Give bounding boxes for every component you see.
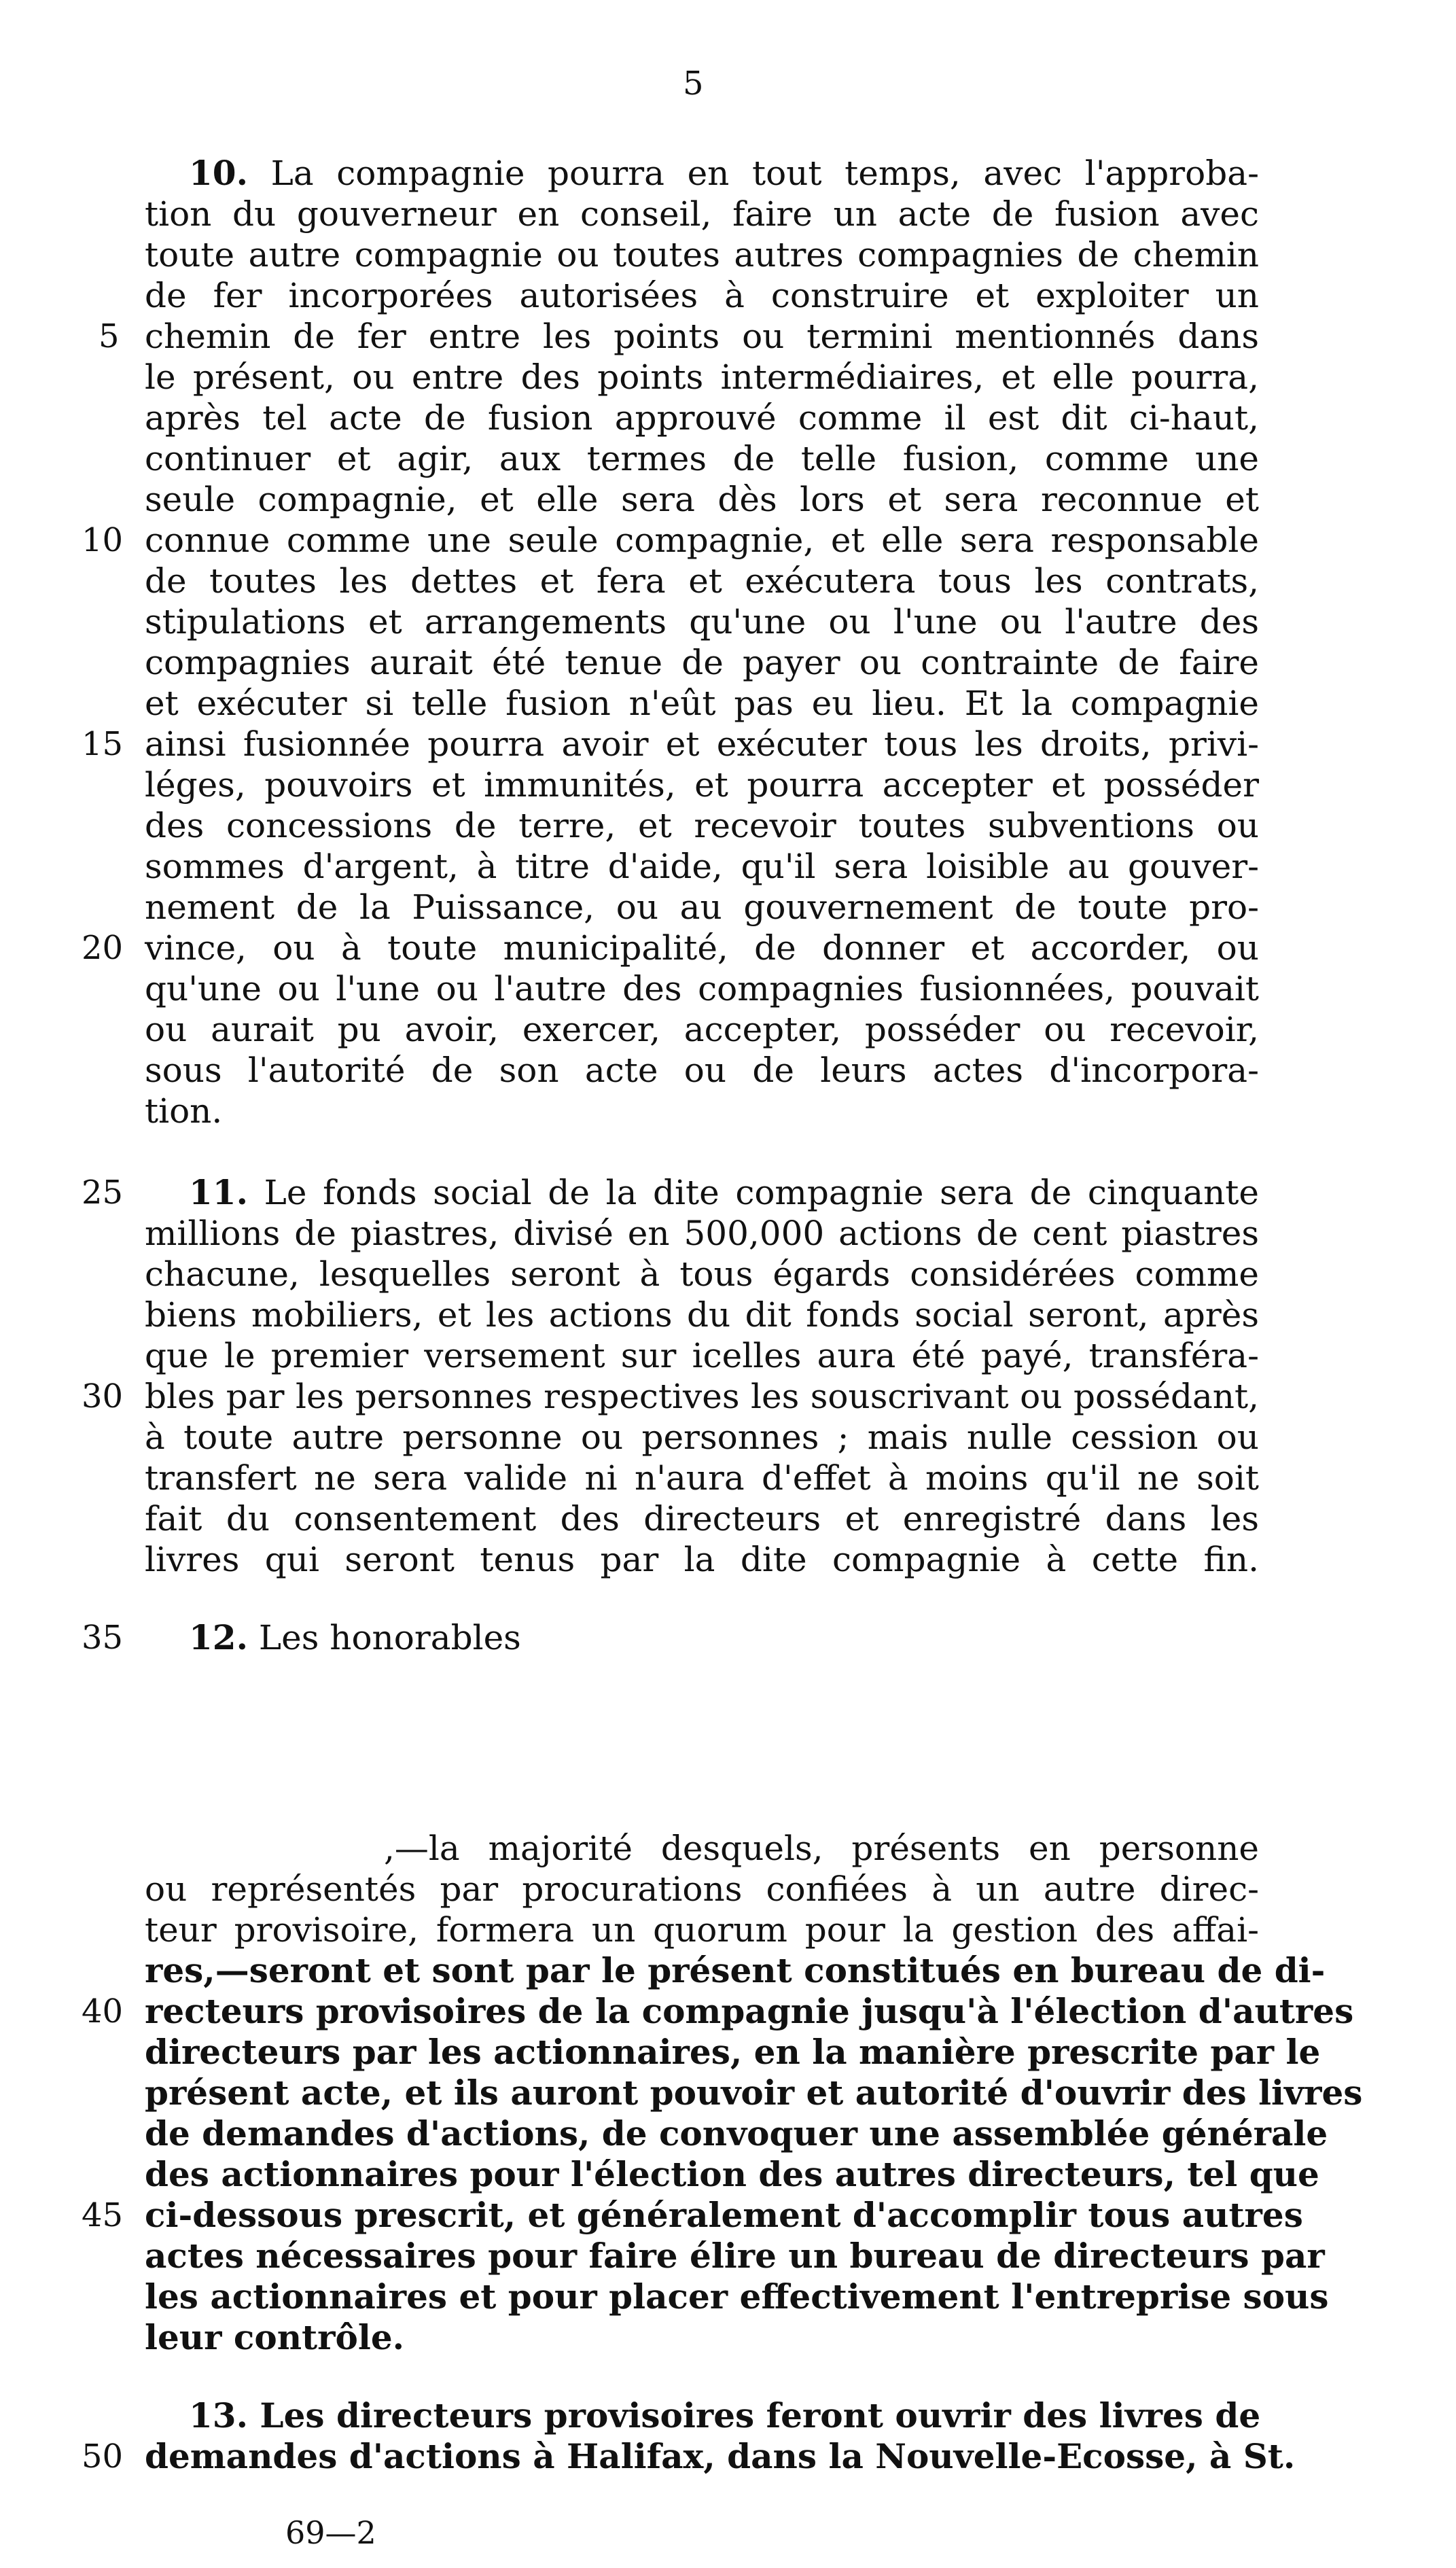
section-11-line: millions de piastres, divisé en 500,000 actions de cent piastres xyxy=(145,1214,1259,1253)
section-10-line: seule compagnie, et elle sera dès lors et sera reconnue et xyxy=(145,480,1259,519)
section-12-line: présent acte, et ils auront pouvoir et autorité d'ouvrir des livres xyxy=(145,2073,1363,2113)
section-12-line: res,—seront et sont par le présent constitués en bureau de di- xyxy=(145,1950,1326,1990)
section-10-line: toute autre compagnie ou toutes autres compagnies de chemin xyxy=(145,235,1259,275)
section-11-line: bles par les personnes respectives les souscrivant ou possédant, xyxy=(145,1377,1259,1416)
section-10-line: le présent, ou entre des points intermédiaires, et elle pourra, xyxy=(145,357,1259,397)
line-number: 25 xyxy=(82,1174,124,1212)
section-10-line: de toutes les dettes et fera et exécutera tous les contrats, xyxy=(145,561,1259,601)
section-10-line: sous l'autorité de son acte ou de leurs actes d'incorpora- xyxy=(145,1051,1259,1090)
section-12-line: ou représentés par procurations confiées à un autre direc- xyxy=(145,1869,1259,1909)
section-10-line: qu'une ou l'une ou l'autre des compagnies fusionnées, pouvait xyxy=(145,969,1259,1008)
section-10-line: connue comme une seule compagnie, et elle sera responsable xyxy=(145,521,1259,560)
section-11-line: 11. Le fonds social de la dite compagnie sera de cinquante xyxy=(189,1172,1259,1212)
section-10-line: des concessions de terre, et recevoir toutes subventions ou xyxy=(145,806,1259,845)
section-10-line: et exécuter si telle fusion n'eût pas eu lieu. Et la compagnie xyxy=(145,684,1259,723)
section-11-line: à toute autre personne ou personnes ; mais nulle cession ou xyxy=(145,1418,1259,1457)
section-10-line: stipulations et arrangements qu'une ou l'une ou l'autre des xyxy=(145,602,1259,641)
section-12-line: recteurs provisoires de la compagnie jusqu'à l'élection d'autres xyxy=(145,1991,1354,2031)
section-11-line: biens mobiliers, et les actions du dit fonds social seront, après xyxy=(145,1295,1259,1335)
section-12-line: les actionnaires et pour placer effectivement l'entreprise sous xyxy=(145,2276,1329,2317)
section-10-line: nement de la Puissance, ou au gouvernement de toute pro- xyxy=(145,887,1259,927)
section-12-number: 12. xyxy=(189,1617,248,1657)
section-12-heading: 12. Les honorables xyxy=(189,1617,521,1657)
section-12-line: de demandes d'actions, de convoquer une assemblée générale xyxy=(145,2113,1328,2153)
section-10-line: tion. xyxy=(145,1091,223,1131)
line-number: 15 xyxy=(82,725,124,763)
line-number: 35 xyxy=(82,1619,124,1657)
signature-mark: 69—2 xyxy=(285,2514,376,2551)
section-13-number: 13. xyxy=(189,2395,248,2435)
section-11-line: fait du consentement des directeurs et enregistré dans les xyxy=(145,1499,1259,1538)
section-10-line: continuer et agir, aux termes de telle fusion, comme une xyxy=(145,439,1259,478)
section-10-number: 10. xyxy=(189,153,248,193)
section-10-line: 10. La compagnie pourra en tout temps, avec l'approba- xyxy=(189,153,1259,193)
line-number: 10 xyxy=(82,521,124,559)
section-10-line: sommes d'argent, à titre d'aide, qu'il sera loisible au gouver- xyxy=(145,847,1259,886)
section-12-line: teur provisoire, formera un quorum pour la gestion des affai- xyxy=(145,1910,1259,1950)
section-11-number: 11. xyxy=(189,1172,248,1212)
section-13-line: demandes d'actions à Halifax, dans la Nouvelle-Ecosse, à St. xyxy=(145,2436,1296,2476)
section-10-line: compagnies aurait été tenue de payer ou contrainte de faire xyxy=(145,643,1259,682)
section-10-line: ou aurait pu avoir, exercer, accepter, posséder ou recevoir, xyxy=(145,1010,1259,1049)
section-10-line: de fer incorporées autorisées à construire et exploiter un xyxy=(145,276,1259,315)
section-11-line: transfert ne sera valide ni n'aura d'effet à moins qu'il ne soit xyxy=(145,1458,1259,1498)
section-12-line: leur contrôle. xyxy=(145,2317,405,2357)
page-number: 5 xyxy=(683,65,704,103)
section-12-line: actes nécessaires pour faire élire un bureau de directeurs par xyxy=(145,2236,1325,2276)
section-10-line: chemin de fer entre les points ou termini mentionnés dans xyxy=(145,317,1259,356)
section-10-line: ainsi fusionnée pourra avoir et exécuter tous les droits, privi- xyxy=(145,724,1259,764)
line-number: 30 xyxy=(82,1377,124,1415)
section-12-line: directeurs par les actionnaires, en la manière prescrite par le xyxy=(145,2032,1321,2072)
section-12-line: ci-dessous prescrit, et généralement d'accomplir tous autres xyxy=(145,2195,1303,2235)
section-10-line: vince, ou à toute municipalité, de donner et accorder, ou xyxy=(145,928,1259,968)
section-13-line: 13. Les directeurs provisoires feront ouvrir des livres de xyxy=(189,2395,1261,2435)
section-11-line: que le premier versement sur icelles aura été payé, transféra- xyxy=(145,1336,1259,1375)
line-number: 50 xyxy=(82,2438,124,2476)
section-10-line: léges, pouvoirs et immunités, et pourra accepter et posséder xyxy=(145,765,1259,805)
section-10-line: après tel acte de fusion approuvé comme il est dit ci-haut, xyxy=(145,398,1259,438)
section-10-line: tion du gouverneur en conseil, faire un acte de fusion avec xyxy=(145,194,1259,234)
line-number: 20 xyxy=(82,929,124,967)
section-12-line: ,—la majorité desquels, présents en personne xyxy=(384,1829,1259,1868)
section-11-line: livres qui seront tenus par la dite compagnie à cette fin. xyxy=(145,1540,1259,1579)
line-number: 45 xyxy=(82,2196,124,2234)
section-12-line: des actionnaires pour l'élection des autres directeurs, tel que xyxy=(145,2154,1319,2194)
line-number: 40 xyxy=(82,1992,124,2030)
section-11-line: chacune, lesquelles seront à tous égards considérées comme xyxy=(145,1254,1259,1294)
line-number: 5 xyxy=(99,317,120,355)
